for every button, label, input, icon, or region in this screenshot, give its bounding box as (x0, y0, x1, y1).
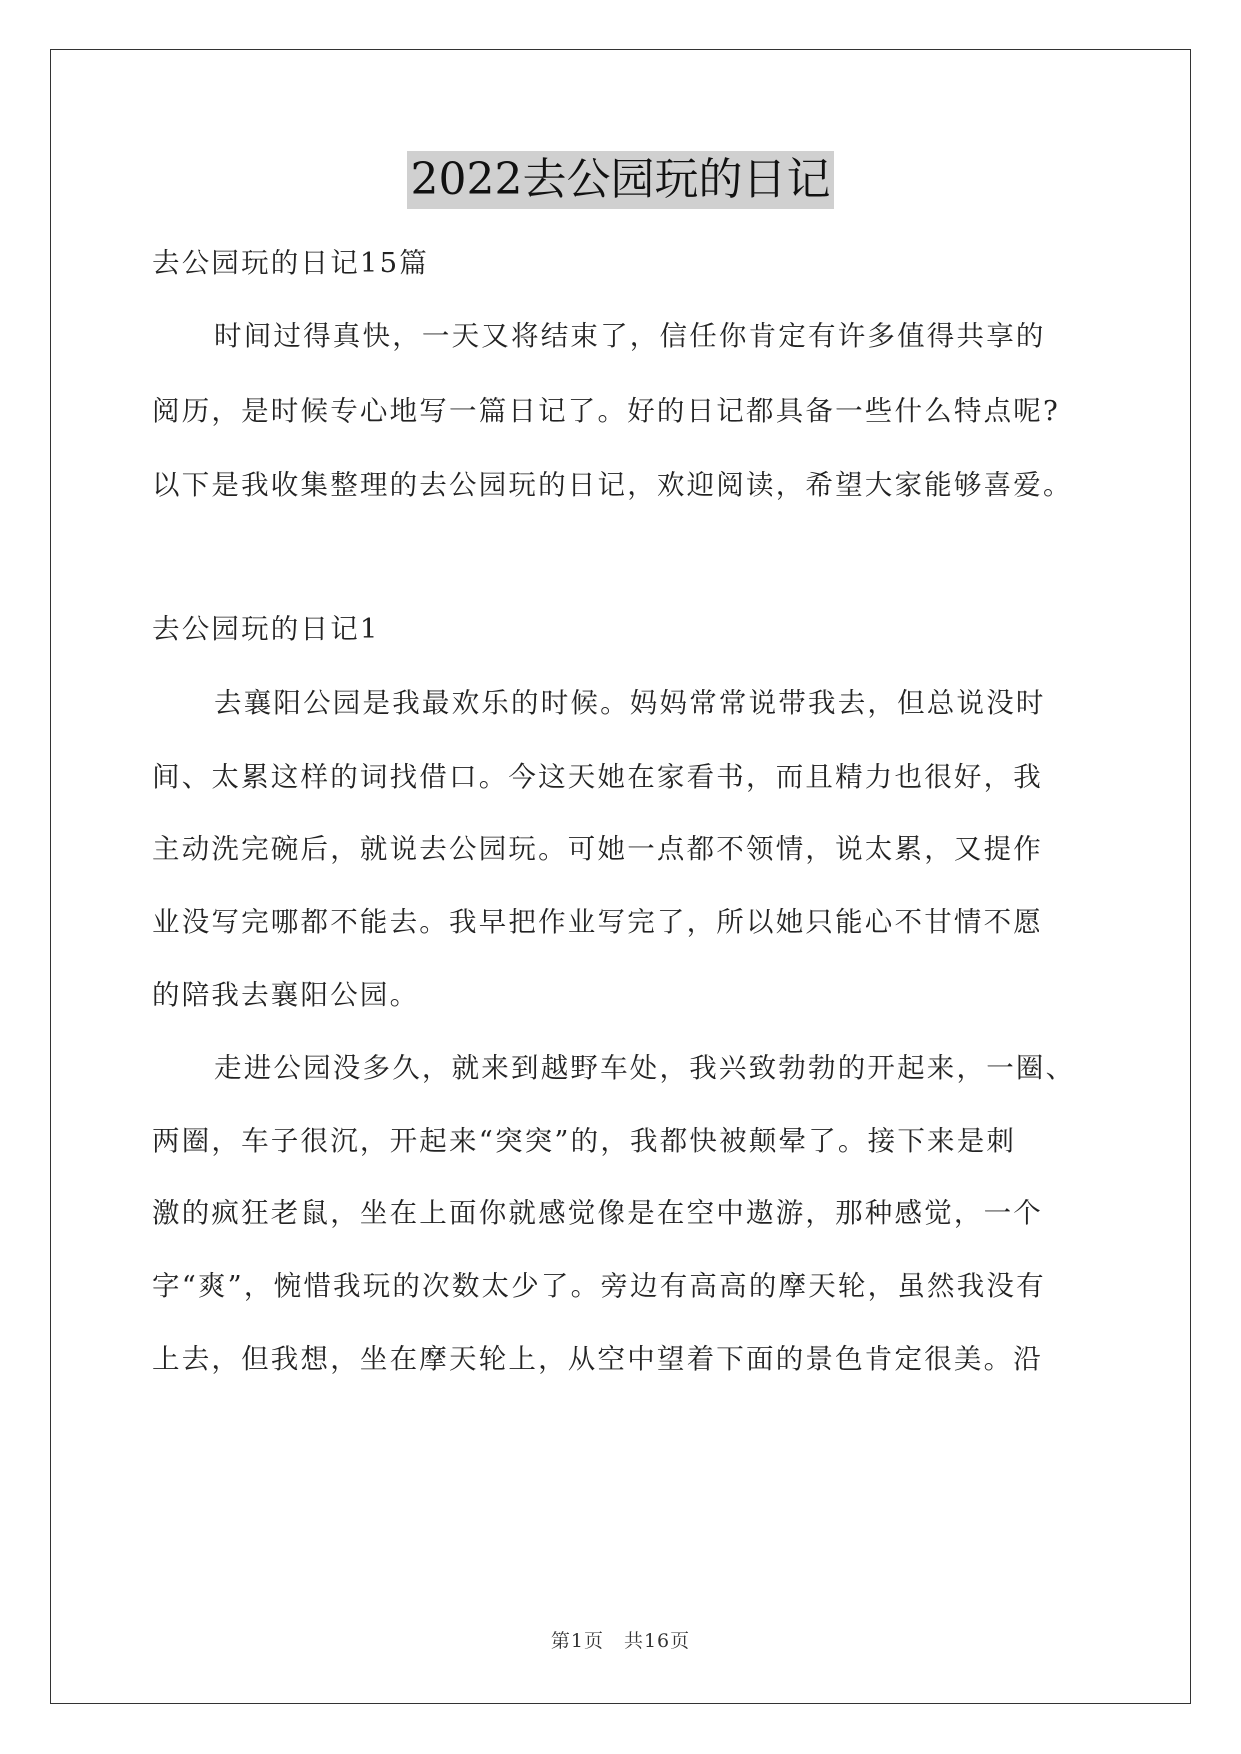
paragraph-line: 主动洗完碗后，就说去公园玩。可她一点都不领情，说太累，又提作 (152, 833, 1043, 865)
title-container (0, 151, 1241, 209)
paragraph-line: 的陪我去襄阳公园。 (152, 979, 420, 1011)
paragraph-line: 激的疯狂老鼠，坐在上面你就感觉像是在空中遨游，那种感觉，一个 (152, 1197, 1043, 1229)
intro-line: 阅历，是时候专心地写一篇日记了。好的日记都具备一些什么特点呢? (152, 395, 1060, 427)
subtitle: 去公园玩的日记15篇 (152, 247, 429, 279)
page-border (50, 49, 1191, 1704)
paragraph-line: 字“爽”，惋惜我玩的次数太少了。旁边有高高的摩天轮，虽然我没有 (152, 1270, 1046, 1302)
paragraph-line: 上去，但我想，坐在摩天轮上，从空中望着下面的景色肯定很美。沿 (152, 1343, 1043, 1375)
intro-line: 以下是我收集整理的去公园玩的日记，欢迎阅读，希望大家能够喜爱。 (152, 469, 1073, 501)
paragraph-line: 走进公园没多久，就来到越野车处，我兴致勃勃的开起来，一圈、 (214, 1052, 1076, 1084)
paragraph-line: 两圈，车子很沉，开起来“突突”的，我都快被颠晕了。接下来是刺 (152, 1125, 1017, 1157)
page-number-footer: 第1页 共16页 (550, 1630, 691, 1652)
paragraph-line: 业没写完哪都不能去。我早把作业写完了，所以她只能心不甘情不愿 (152, 906, 1043, 938)
document-title: 2022去公园玩的日记 (407, 151, 835, 209)
paragraph-line: 间、太累这样的词找借口。今这天她在家看书，而且精力也很好，我 (152, 761, 1043, 793)
intro-line: 时间过得真快，一天又将结束了，信任你肯定有许多值得共享的 (214, 320, 1046, 352)
section-heading: 去公园玩的日记1 (152, 613, 380, 645)
paragraph-line: 去襄阳公园是我最欢乐的时候。妈妈常常说带我去，但总说没时 (214, 687, 1046, 719)
